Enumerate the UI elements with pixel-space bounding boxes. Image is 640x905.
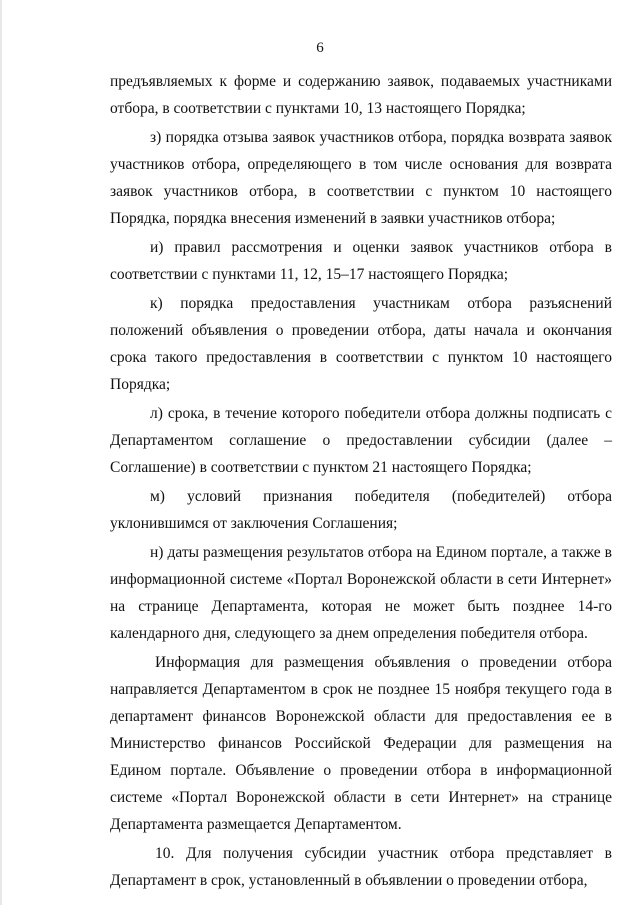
paragraph-item-n: н) даты размещения результатов отбора на Едином портале, а также в информационной системе «Портал Воронежской области в сети Интернет» на странице Департамента, которая не может быть позднее 14-го календарного дня, следующего за днем определения победителя отбора. [110, 544, 612, 642]
paragraph-item-k: к) порядка предоставления участникам отбора разъяснений положений объявления о проведении отбора, даты начала и окончания срока такого предоставления в соответствии с пунктом 10 настоящего Порядка; [110, 295, 612, 393]
paragraph-continuation: предъявляемых к форме и содержанию заявок, подаваемых участниками отбора, в соответствии с пунктами 10, 13 настоящего Порядка; [110, 73, 612, 117]
paragraph-clause-10: 10. Для получения субсидии участник отбора представляет в Департамент в срок, установленный в объявлении о проведении отбора, [110, 845, 612, 889]
paragraph-item-i: и) правил рассмотрения и оценки заявок участников отбора в соответствии с пунктами 11, 12, 15–17 настоящего Порядка; [110, 239, 612, 283]
paragraph-item-m: м) условий признания победителя (победителей) отбора уклонившимся от заключения Соглашения; [110, 488, 612, 532]
paragraph-information: Информация для размещения объявления о проведении отбора направляется Департаментом в срок не позднее 15 ноября текущего года в департамент финансов Воронежской области для предоставления ее в Министерство финансов Российской Федерации для размещения на Едином портале. Объявление о проведении отбора в информационной системе «Портал Воронежской области в сети Интернет» на странице Департамента размещается Департаментом. [110, 654, 612, 833]
page-number: 6 [316, 40, 324, 56]
document-body [110, 68, 612, 894]
scan-edge [0, 0, 2, 905]
paragraph-item-l: л) срока, в течение которого победители отбора должны подписать с Департаментом соглашение о предоставлении субсидии (далее – Соглашение) в соответствии с пунктом 21 настоящего Порядка; [110, 405, 612, 476]
paragraph-item-z: з) порядка отзыва заявок участников отбора, порядка возврата заявок участников отбора, определяющего в том числе основания для возврата заявок участников отбора, в соответствии с пунктом 10 настоящего Порядка, порядка внесения изменений в заявки участников отбора; [110, 129, 612, 227]
